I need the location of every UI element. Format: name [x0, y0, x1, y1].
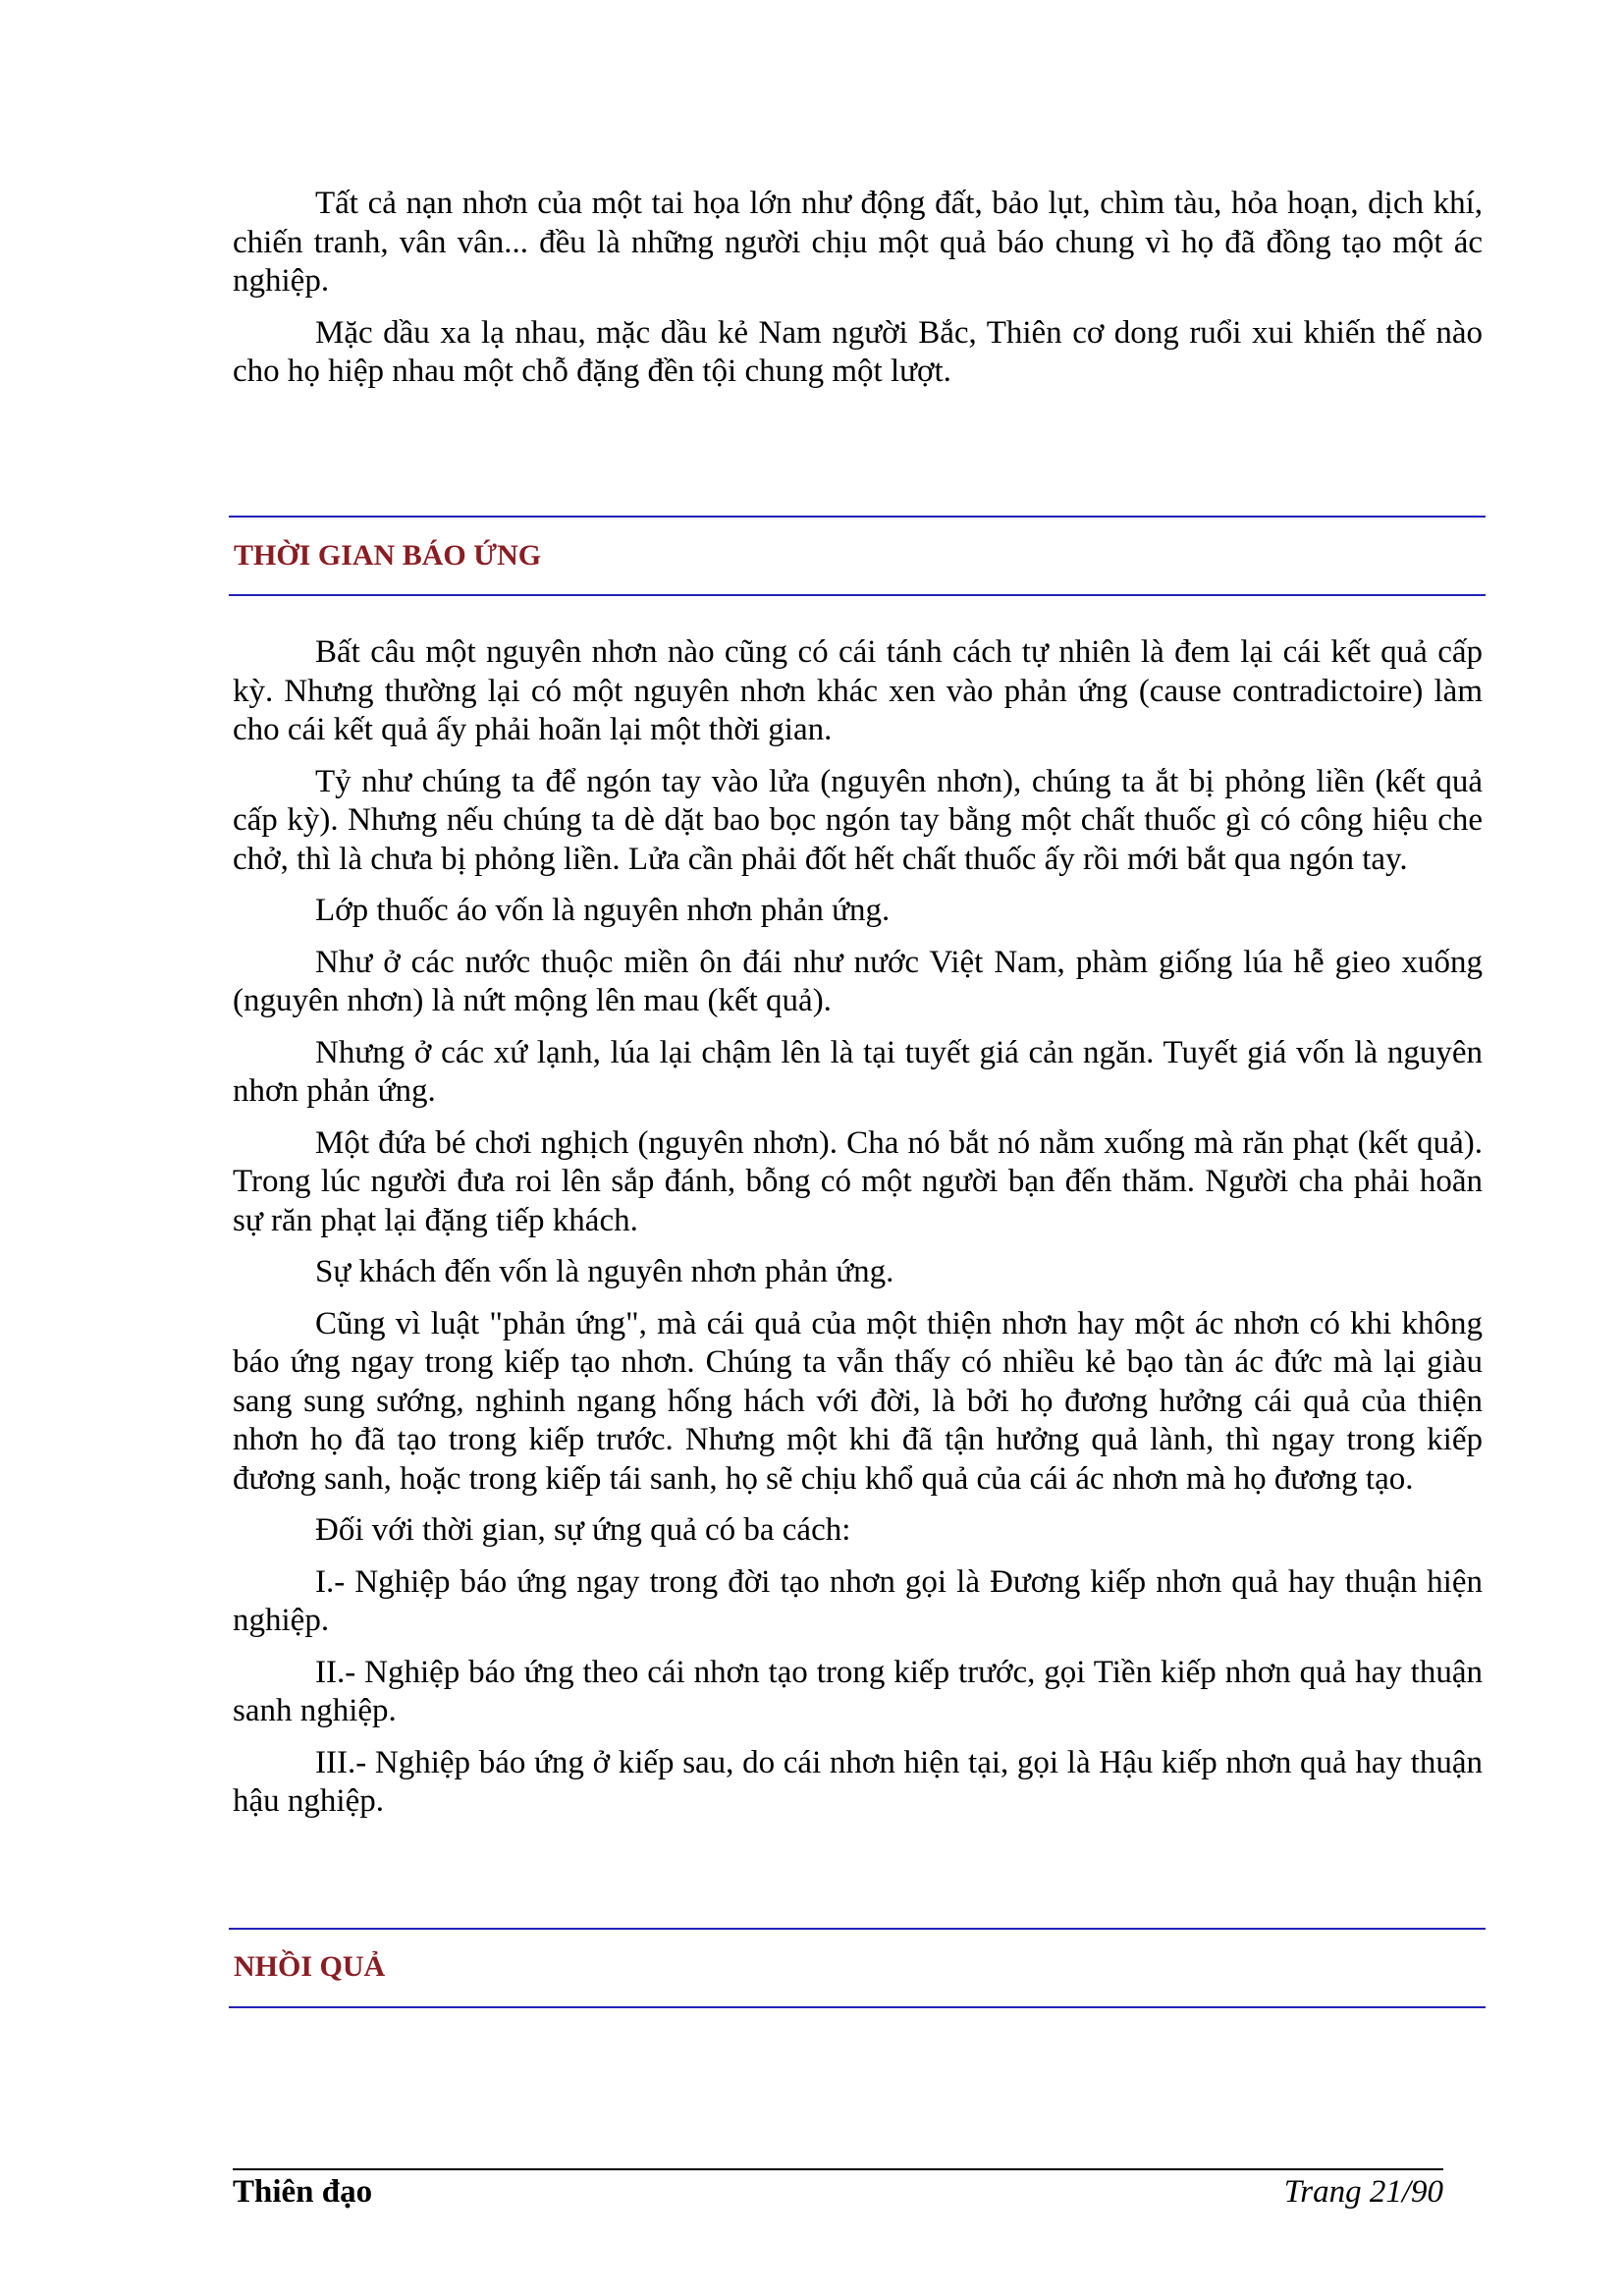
paragraph: Đối với thời gian, sự ứng quả có ba cách:	[315, 1512, 851, 1548]
list-item: I.- Nghiệp báo ứng ngay trong đời tạo nhơn gọi là Đương kiếp nhơn quả hay thuận hiện nghiệp.	[233, 1563, 1483, 1638]
section-divider-bottom	[229, 2006, 1486, 2008]
page-number: Trang 21/90	[1283, 2174, 1443, 2210]
section-divider-top	[229, 1928, 1486, 1930]
paragraph: Như ở các nước thuộc miền ôn đái như nước Việt Nam, phàm giống lúa hễ gieo xuống (nguyên nhơn) là nứt mộng lên mau (kết quả).	[233, 944, 1483, 1018]
paragraph: Sự khách đến vốn là nguyên nhơn phản ứng.	[315, 1254, 894, 1289]
intro-text	[233, 185, 1483, 392]
footer-rule	[233, 2168, 1443, 2170]
paragraph: Bất câu một nguyên nhơn nào cũng có cái tánh cách tự nhiên là đem lại cái kết quả cấp kỳ. Nhưng thường lại có một nguyên nhơn khác xen vào phản ứng (cause contradictoire) làm cho cái kết quả ấy phải hoãn lại một thời gian.	[233, 634, 1483, 747]
section-heading-nhoi-qua: NHỒI QUẢ	[234, 1950, 386, 1983]
paragraph: Tất cả nạn nhơn của một tai họa lớn như động đất, bảo lụt, chìm tàu, hỏa hoạn, dịch khí, chiến tranh, vân vân... đều là những người chịu một quả báo chung vì họ đã đồng tạo một ác nghiệp.	[233, 186, 1483, 299]
section-divider-bottom	[229, 594, 1486, 596]
section-divider-top	[229, 516, 1486, 518]
paragraph: Nhưng ở các xứ lạnh, lúa lại chậm lên là tại tuyết giá cản ngăn. Tuyết giá vốn là nguyên nhơn phản ứng.	[233, 1034, 1483, 1109]
section-body	[233, 633, 1483, 1822]
list-item: II.- Nghiệp báo ứng theo cái nhơn tạo trong kiếp trước, gọi Tiền kiếp nhơn quả hay thuận sanh nghiệp.	[233, 1654, 1483, 1728]
paragraph: Mặc dầu xa lạ nhau, mặc dầu kẻ Nam người Bắc, Thiên cơ dong ruổi xui khiến thế nào cho họ hiệp nhau một chỗ đặng đền tội chung một lượt.	[233, 314, 1483, 389]
paragraph: Một đứa bé chơi nghịch (nguyên nhơn). Cha nó bắt nó nằm xuống mà răn phạt (kết quả). Trong lúc người đưa roi lên sắp đánh, bỗng có một người bạn đến thăm. Người cha phải hoãn sự răn phạt lại đặng tiếp khách.	[233, 1124, 1483, 1238]
list-item: III.- Nghiệp báo ứng ở kiếp sau, do cái nhơn hiện tại, gọi là Hậu kiếp nhơn quả hay thuận hậu nghiệp.	[233, 1744, 1483, 1819]
footer-title: Thiên đạo	[233, 2174, 373, 2210]
paragraph: Cũng vì luật "phản ứng", mà cái quả của một thiện nhơn hay một ác nhơn có khi không báo ứng ngay trong kiếp tạo nhơn. Chúng ta vẫn thấy có nhiều kẻ bạo tàn ác đức mà lại giàu sang sung sướng, nghinh ngang hống hách với đời, là bởi họ đương hưởng cái quả của thiện nhơn họ đã tạo trong kiếp trước. Nhưng một khi đã tận hưởng quả lành, thì ngay trong kiếp đương sanh, hoặc trong kiếp tái sanh, họ sẽ chịu khổ quả của cái ác nhơn mà họ đương tạo.	[233, 1305, 1483, 1497]
paragraph: Lớp thuốc áo vốn là nguyên nhơn phản ứng.	[315, 893, 891, 928]
section-heading-thoi-gian-bao-ung: THỜI GIAN BÁO ỨNG	[234, 539, 542, 572]
paragraph: Tỷ như chúng ta để ngón tay vào lửa (nguyên nhơn), chúng ta ắt bị phỏng liền (kết quả cấp kỳ). Nhưng nếu chúng ta dè dặt bao bọc ngón tay bằng một chất thuốc gì có công hiệu che chở, thì là chưa bị phỏng liền. Lửa cần phải đốt hết chất thuốc ấy rồi mới bắt qua ngón tay.	[233, 763, 1483, 877]
